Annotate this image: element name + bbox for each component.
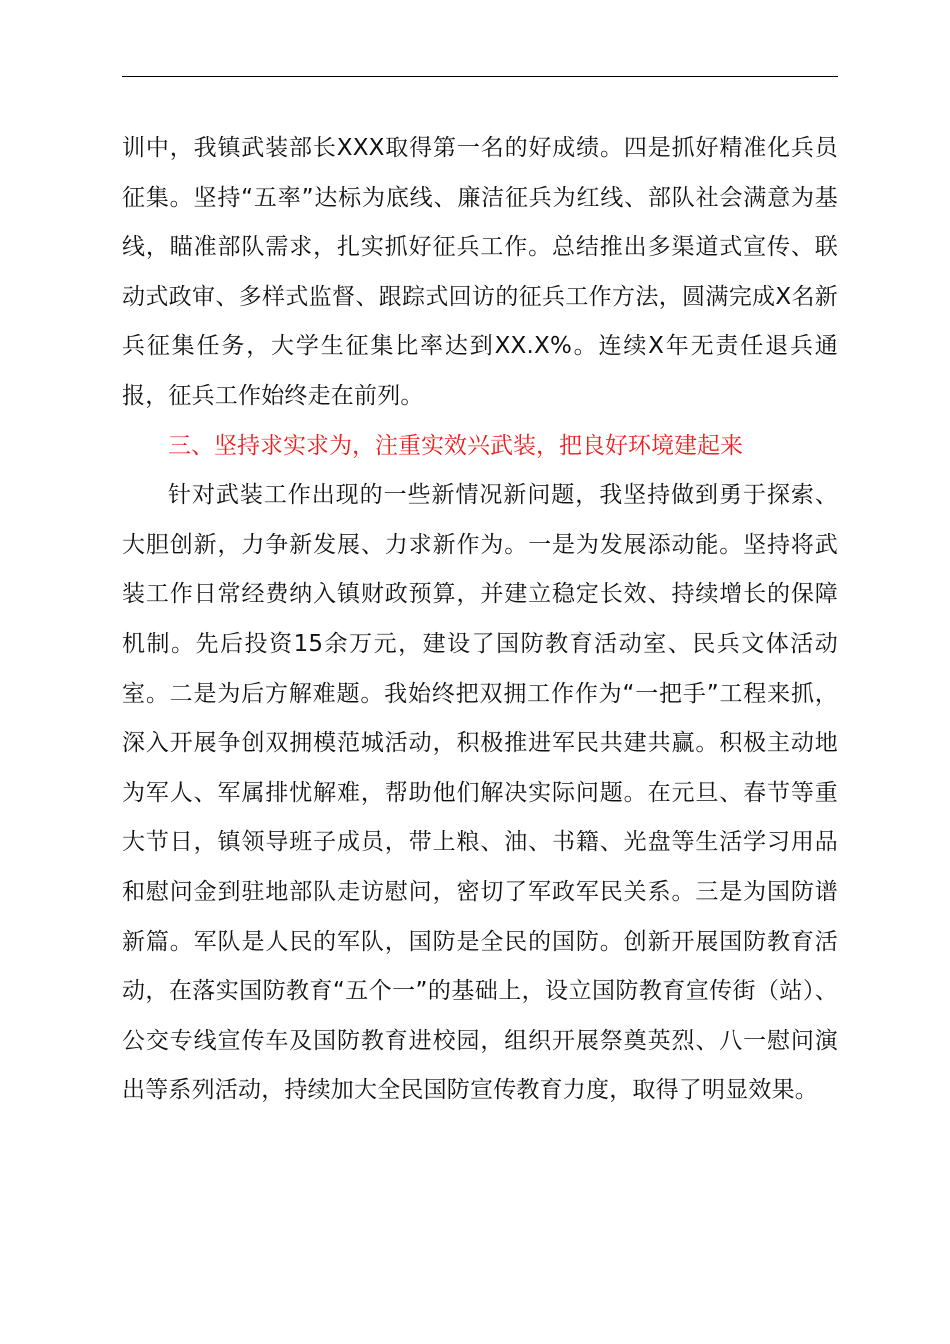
document-body [122,124,838,1116]
body-paragraph-continued: 训中，我镇武装部长XXX取得第一名的好成绩。四是抓好精准化兵员征集。坚持“五率”达标为底线、廉洁征兵为红线、部队社会满意为基线，瞄准部队需求，扎实抓好征兵工作。总结推出多渠道式宣传、联动式政审、多样式监督、跟踪式回访的征兵工作方法，圆满完成X名新兵征集任务，大学生征集比率达到XX.X%。连续X年无责任退兵通报，征兵工作始终走在前列。 [122,135,838,409]
body-paragraph: 针对武装工作出现的一些新情况新问题，我坚持做到勇于探索、大胆创新，力争新发展、力求新作为。一是为发展添动能。坚持将武装工作日常经费纳入镇财政预算，并建立稳定长效、持续增长的保障机制。先后投资15余万元，建设了国防教育活动室、民兵文体活动室。二是为后方解难题。我始终把双拥工作作为“一把手”工程来抓，深入开展争创双拥模范城活动，积极推进军民共建共赢。积极主动地为军人、军属排忧解难，帮助他们解决实际问题。在元旦、春节等重大节日，镇领导班子成员，带上粮、油、书籍、光盘等生活学习用品和慰问金到驻地部队走访慰问，密切了军政军民关系。三是为国防谱新篇。军队是人民的军队，国防是全民的国防。创新开展国防教育活动，在落实国防教育“五个一”的基础上，设立国防教育宣传街（站）、公交专线宣传车及国防教育进校园，组织开展祭奠英烈、八一慰问演出等系列活动，持续加大全民国防宣传教育力度，取得了明显效果。 [122,482,838,1104]
section-heading: 三、坚持求实求为，注重实效兴武装，把良好环境建起来 [168,432,743,459]
header-rule [122,76,838,77]
